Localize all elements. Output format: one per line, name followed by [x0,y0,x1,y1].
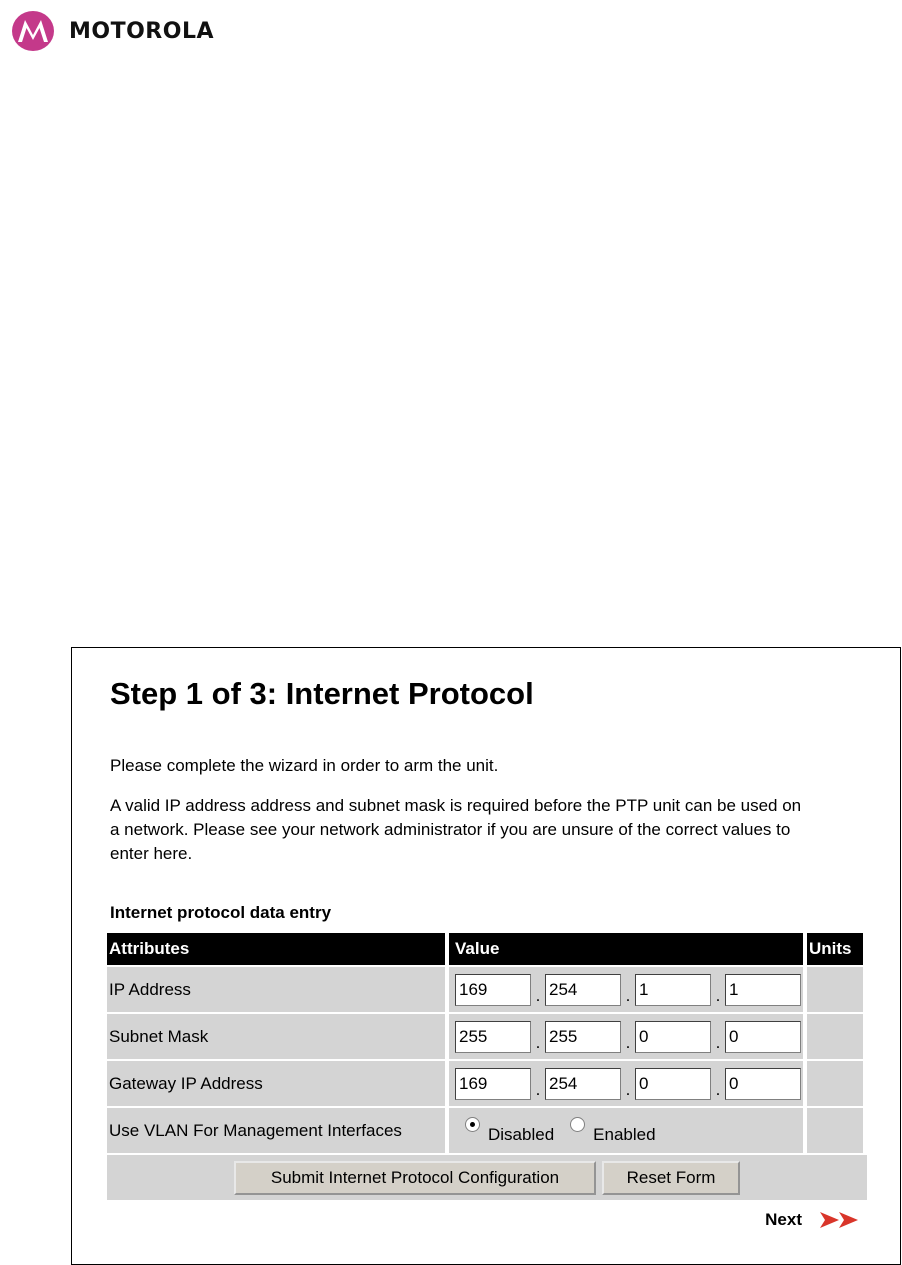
table-row-gateway [107,1061,867,1106]
subnet-mask-octet-3[interactable] [635,1021,711,1053]
table-caption: Internet protocol data entry [110,903,332,922]
description-text: A valid IP address address and subnet mask is required before the PTP unit can be used on a network. Please see your network administrator if you are unsure of the correct values to enter here. [110,796,802,863]
ip-address-octet-1[interactable] [455,974,531,1006]
ip-data-table [107,933,867,1200]
octet-separator: . [625,985,631,1005]
gateway-octet-2[interactable] [545,1068,621,1100]
gateway-units [807,1061,863,1106]
gateway-field [455,1068,801,1100]
subnet-mask-octet-4[interactable] [725,1021,801,1053]
octet-separator: . [535,1079,541,1099]
form-buttons-row [107,1155,867,1200]
gateway-value [449,1061,803,1106]
octet-separator: . [715,1032,721,1052]
motorola-batwing-icon [11,10,55,52]
next-link[interactable] [765,1210,860,1230]
header-attributes: Attributes [107,933,445,965]
vlan-enabled-radio[interactable] [570,1117,585,1132]
vlan-label: Use VLAN For Management Interfaces [107,1108,445,1153]
gateway-label: Gateway IP Address [107,1061,445,1106]
table-row-subnet-mask [107,1014,867,1059]
subnet-mask-value [449,1014,803,1059]
subnet-mask-field [455,1021,801,1053]
motorola-logo [11,10,214,52]
wizard-panel [71,647,901,1265]
ip-address-octet-2[interactable] [545,974,621,1006]
ip-address-value [449,967,803,1012]
octet-separator: . [715,985,721,1005]
submit-ip-config-button[interactable]: Submit Internet Protocol Configuration [234,1161,596,1195]
ip-address-field [455,974,801,1006]
octet-separator: . [535,985,541,1005]
ip-address-octet-4[interactable] [725,974,801,1006]
table-row-vlan [107,1108,867,1153]
octet-separator: . [535,1032,541,1052]
double-arrow-right-icon[interactable] [820,1211,860,1229]
octet-separator: . [625,1079,631,1099]
table-row-ip-address [107,967,867,1012]
vlan-disabled-label[interactable]: Disabled [488,1124,555,1144]
gateway-octet-4[interactable] [725,1068,801,1100]
subnet-mask-label: Subnet Mask [107,1014,445,1059]
intro-text: Please complete the wizard in order to arm the unit. [110,756,499,775]
header-value: Value [449,933,803,965]
subnet-mask-octet-1[interactable] [455,1021,531,1053]
vlan-radio-group [455,1121,672,1144]
page-title: Step 1 of 3: Internet Protocol [110,676,534,711]
reset-form-button[interactable]: Reset Form [602,1161,740,1195]
vlan-units [807,1108,863,1153]
vlan-enabled-label[interactable]: Enabled [593,1124,656,1144]
table-header-row [107,933,867,965]
brand-name: MOTOROLA [69,18,214,44]
octet-separator: . [625,1032,631,1052]
vlan-value [449,1108,803,1153]
vlan-disabled-radio[interactable] [465,1117,480,1132]
gateway-octet-1[interactable] [455,1068,531,1100]
subnet-mask-octet-2[interactable] [545,1021,621,1053]
subnet-mask-units [807,1014,863,1059]
ip-address-octet-3[interactable] [635,974,711,1006]
next-label[interactable]: Next [765,1210,802,1229]
ip-address-label: IP Address [107,967,445,1012]
gateway-octet-3[interactable] [635,1068,711,1100]
ip-address-units [807,967,863,1012]
header-units: Units [807,933,863,965]
octet-separator: . [715,1079,721,1099]
